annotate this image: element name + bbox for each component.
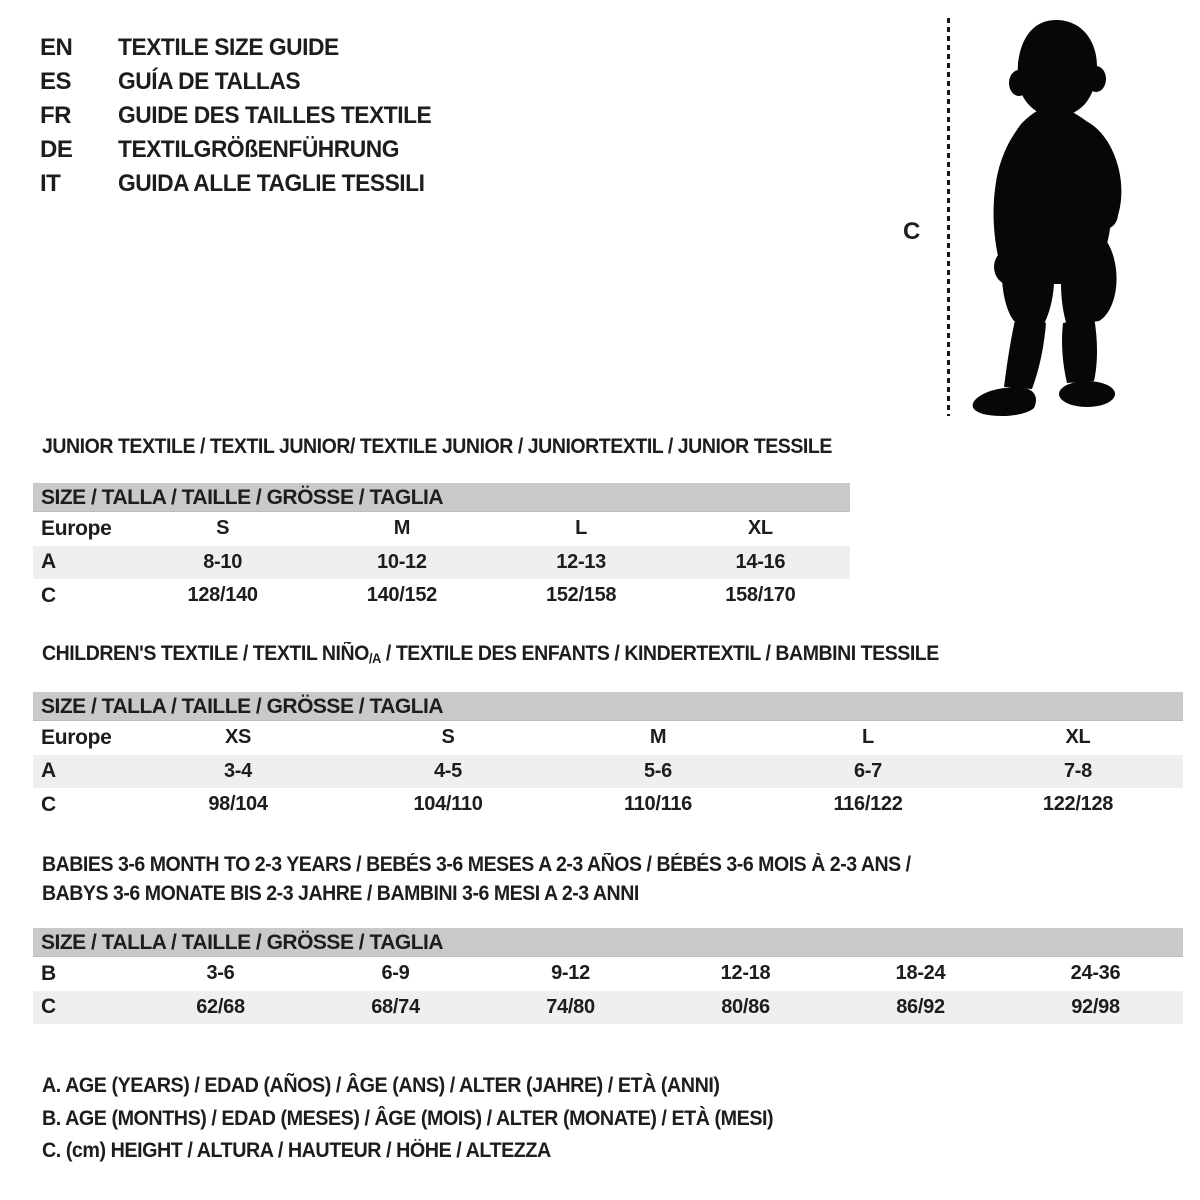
table-cell: S (441, 726, 455, 749)
table-cell: 62/68 (196, 995, 245, 1018)
table-cell: 3-4 (223, 759, 252, 782)
table-cell: 116/122 (833, 793, 903, 816)
table-cell: 98/104 (208, 793, 268, 816)
table-cell: 80/86 (721, 995, 770, 1018)
table-cell: XL (1065, 726, 1091, 749)
table-cell: 6-7 (853, 759, 882, 782)
language-code: DE (40, 136, 73, 163)
size-header-row: SIZE / TALLA / TAILLE / GRÖSSE / TAGLIA (33, 928, 1183, 957)
table-cell: 92/98 (1071, 995, 1120, 1018)
footnote-line: B. AGE (MONTHS) / EDAD (MESES) / ÂGE (MOIS) / ALTER (MONATE) / ETÀ (MESI) (42, 1106, 774, 1130)
table-cell: 14-16 (735, 550, 786, 573)
table-row-c (33, 579, 850, 613)
section-title-text: JUNIOR TEXTILE / TEXTIL JUNIOR/ TEXTILE JUNIOR / JUNIORTEXTIL / JUNIOR TESSILE (42, 435, 832, 458)
table-row-a (33, 546, 850, 580)
language-row-es (40, 65, 448, 99)
table-row-b (33, 957, 1183, 991)
table-cell: 104/110 (413, 793, 483, 816)
table-cell: S (216, 517, 230, 540)
section-title-line (42, 879, 1103, 908)
section-title-text: BABIES 3-6 MONTH TO 2-3 YEARS / BEBÉS 3-6 MESES A 2-3 AÑOS / BÉBÉS 3-6 MOIS À 2-3 ANS / (42, 853, 911, 876)
row-label: C (41, 995, 56, 1019)
language-title: GUÍA DE TALLAS (118, 68, 301, 95)
row-label: A (41, 759, 56, 783)
section-title-text: BABYS 3-6 MONATE BIS 2-3 JAHRE / BAMBINI 3-6 MESI A 2-3 ANNI (42, 882, 639, 905)
table-row-europe (33, 512, 850, 546)
row-label: C (41, 583, 56, 607)
section-title (42, 642, 1103, 667)
height-measure-dashed-line (947, 18, 950, 416)
table-cell: 140/152 (366, 584, 437, 607)
table-cell: 4-5 (433, 759, 462, 782)
size-table (33, 483, 850, 613)
toddler-silhouette-image (966, 18, 1138, 418)
section-title-text: CHILDREN'S TEXTILE / TEXTIL NIÑO (42, 642, 369, 665)
language-code: IT (40, 170, 61, 197)
section-childrens-textile (33, 642, 1183, 822)
language-list (40, 31, 448, 201)
language-title: GUIDE DES TAILLES TEXTILE (118, 102, 432, 129)
table-cell: 3-6 (206, 962, 235, 985)
section-title-line (42, 435, 832, 459)
table-cell: M (649, 726, 667, 749)
table-cell: XL (747, 517, 773, 540)
section-babies-textile (33, 850, 1183, 1024)
row-label: A (41, 550, 56, 574)
section-title (42, 435, 832, 459)
section-junior-textile (33, 435, 850, 613)
table-cell: 5-6 (643, 759, 672, 782)
table-cell: 74/80 (546, 995, 595, 1018)
table-cell: 6-9 (381, 962, 410, 985)
row-label: C (41, 792, 56, 816)
table-cell: XS (224, 726, 252, 749)
language-code: ES (40, 68, 72, 95)
table-row-europe (33, 721, 1183, 755)
table-cell: 24-36 (1070, 962, 1121, 985)
table-cell: 18-24 (895, 962, 946, 985)
table-row-a (33, 755, 1183, 789)
table-row-c (33, 788, 1183, 822)
table-cell: 68/74 (371, 995, 420, 1018)
table-cell: L (862, 726, 874, 749)
section-title (42, 850, 1103, 908)
table-cell: 10-12 (377, 550, 427, 573)
size-header-row: SIZE / TALLA / TAILLE / GRÖSSE / TAGLIA (33, 483, 850, 512)
table-cell: 86/92 (896, 995, 945, 1018)
section-title-subscript: /A (368, 650, 381, 666)
section-title-text: / TEXTILE DES ENFANTS / KINDERTEXTIL / BAMBINI TESSILE (380, 642, 939, 665)
table-cell: 12-18 (720, 962, 771, 985)
language-title: GUIDA ALLE TAGLIE TESSILI (118, 170, 425, 197)
language-code: FR (40, 102, 71, 129)
row-label: Europe (41, 725, 112, 749)
table-cell: 12-13 (556, 550, 606, 573)
language-title: TEXTILGRÖßENFÜHRUNG (118, 136, 400, 163)
footnotes (42, 1070, 820, 1168)
table-cell: 8-10 (203, 550, 243, 573)
table-cell: L (575, 517, 588, 540)
language-row-it (40, 167, 448, 201)
language-row-de (40, 133, 448, 167)
table-cell: 122/128 (1042, 793, 1114, 816)
table-cell: M (393, 517, 411, 540)
table-row-c (33, 991, 1183, 1025)
height-measure-label: C (903, 218, 921, 245)
table-cell: 7-8 (1063, 759, 1092, 782)
size-table (33, 692, 1183, 822)
section-title-line (42, 642, 1103, 667)
language-code: EN (40, 34, 73, 61)
size-table (33, 928, 1183, 1024)
row-label: Europe (41, 516, 112, 540)
language-title: TEXTILE SIZE GUIDE (118, 34, 339, 61)
footnote-line: C. (cm) HEIGHT / ALTURA / HAUTEUR / HÖHE / ALTEZZA (42, 1139, 551, 1163)
table-cell: 9-12 (551, 962, 590, 985)
table-cell: 110/116 (624, 793, 692, 816)
table-cell: 128/140 (187, 584, 258, 607)
row-label: B (41, 961, 56, 985)
table-cell: 152/158 (546, 584, 617, 607)
footnote-line: A. AGE (YEARS) / EDAD (AÑOS) / ÂGE (ANS) / ALTER (JAHRE) / ETÀ (ANNI) (42, 1074, 720, 1098)
table-cell: 158/170 (725, 584, 796, 607)
size-header-row: SIZE / TALLA / TAILLE / GRÖSSE / TAGLIA (33, 692, 1183, 721)
language-row-en (40, 31, 448, 65)
language-row-fr (40, 99, 448, 133)
section-title-line (42, 850, 1103, 879)
